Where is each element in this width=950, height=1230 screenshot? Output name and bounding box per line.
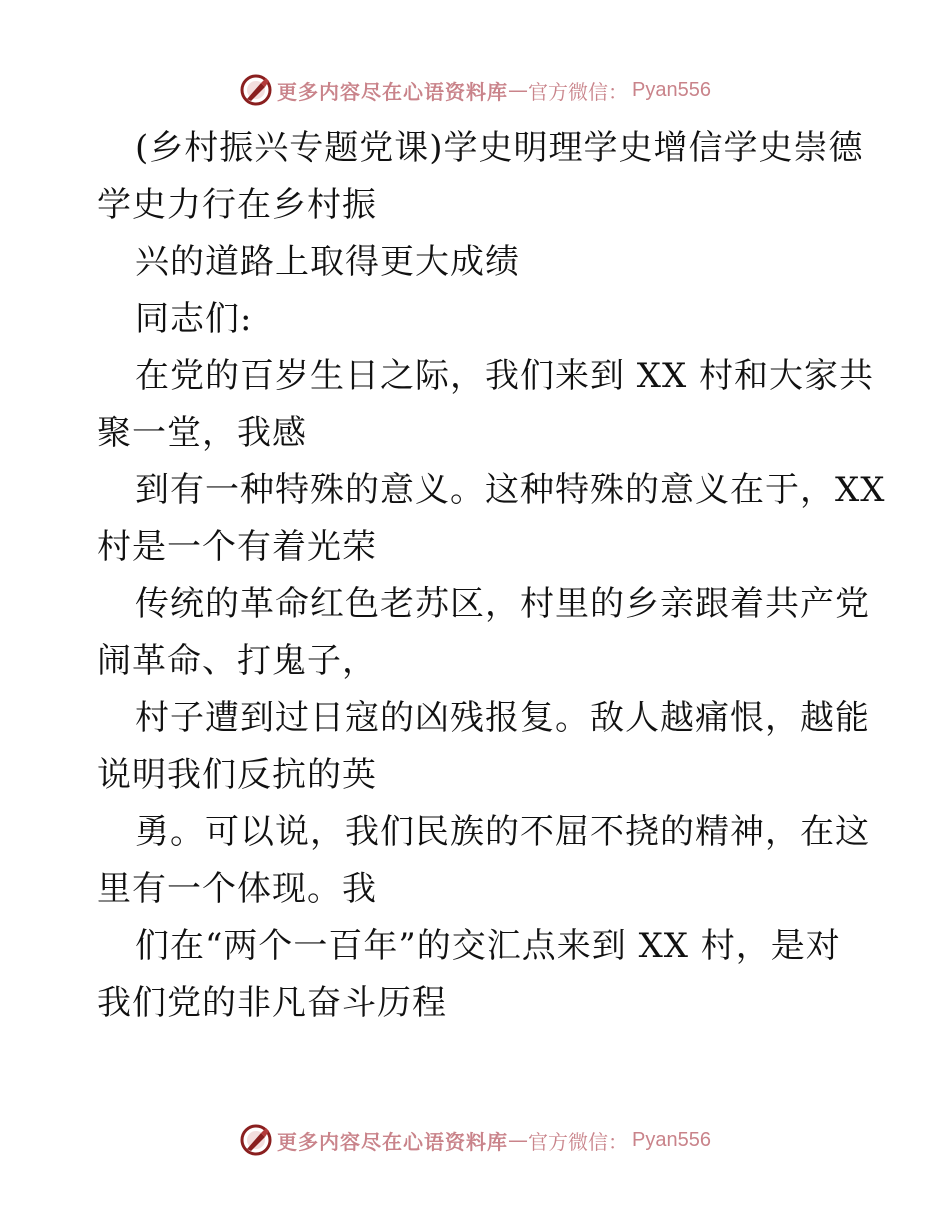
paragraph-line: 们在“两个一百年”的交汇点来到 XX 村，是对 [135, 926, 841, 966]
banner-wechat-id: Pyan556 [632, 78, 711, 101]
title-line-3: 兴的道路上取得更大成绩 [135, 242, 520, 282]
paragraph-line: 里有一个体现。我 [97, 869, 377, 909]
paragraph-line: 村子遭到过日寇的凶残报复。敌人越痛恨，越能 [135, 698, 870, 738]
pen-nib-circle-logo-icon [239, 73, 273, 107]
banner-brand-text: 更多内容尽在心语资料库 [277, 79, 509, 104]
title-line-2: 学史力行在乡村振 [97, 185, 377, 225]
paragraph-line: 说明我们反抗的英 [97, 755, 377, 795]
banner-wechat-label: 官方微信： [528, 79, 629, 104]
paragraph-line: 在党的百岁生日之际，我们来到 XX 村和大家共 [135, 356, 875, 396]
pen-nib-circle-logo-icon [239, 1123, 273, 1157]
header-banner [0, 70, 950, 110]
banner-separator: — [508, 78, 529, 102]
banner-wechat-label: 官方微信： [528, 1129, 629, 1154]
document-body [97, 120, 886, 1032]
paragraph-line: 村是一个有着光荣 [97, 527, 377, 567]
title-line-1: (乡村振兴专题党课)学史明理学史增信学史崇德 [135, 128, 864, 168]
banner-wechat-id: Pyan556 [632, 1128, 711, 1151]
banner-brand-text: 更多内容尽在心语资料库 [277, 1129, 509, 1154]
banner-separator: — [508, 1128, 529, 1152]
salutation: 同志们: [135, 299, 253, 339]
paragraph-line: 我们党的非凡奋斗历程 [97, 983, 447, 1023]
paragraph-line: 到有一种特殊的意义。这种特殊的意义在于，XX [135, 470, 886, 510]
paragraph-line: 传统的革命红色老苏区，村里的乡亲跟着共产党 [135, 584, 870, 624]
footer-banner [0, 1120, 950, 1160]
paragraph-line: 闹革命、打鬼子， [97, 641, 377, 681]
paragraph-line: 勇。可以说，我们民族的不屈不挠的精神，在这 [135, 812, 870, 852]
paragraph-line: 聚一堂，我感 [97, 413, 307, 453]
